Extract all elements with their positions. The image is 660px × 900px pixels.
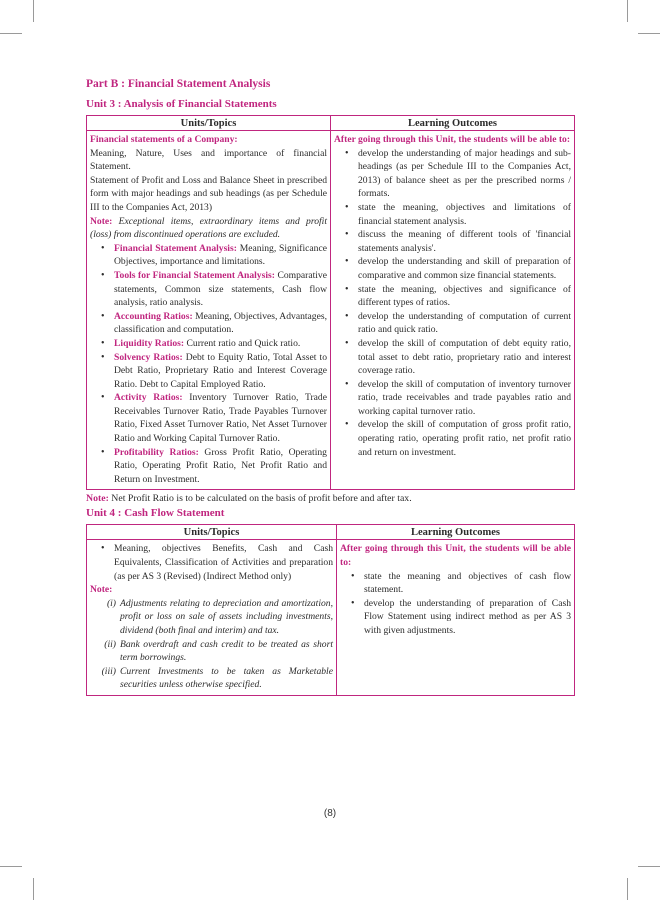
unit3-outcome: [345, 147, 571, 201]
outcome-text: develop the understanding of computation of current ratio and quick ratio.: [358, 310, 571, 336]
bullet-icon: •: [345, 229, 349, 241]
note-number: (i): [106, 597, 116, 609]
topic-text: Gross Profit Ratio, Operating Ratio, Operating Profit Ratio, Net Profit Ratio and Return on Investment.: [114, 446, 327, 485]
bullet-icon: •: [345, 419, 349, 431]
unit3-intro-2: Statement of Profit and Loss and Balance Sheet in prescribed form with major headings and sub headings (as per Schedule III to the Companies Act, 2013): [90, 174, 327, 213]
unit4-note-label: Note:: [90, 584, 113, 596]
unit4-title: Unit 4 : Cash Flow Statement: [86, 507, 225, 520]
bullet-icon: •: [351, 570, 355, 582]
bullet-icon: •: [101, 310, 105, 322]
unit3-outcome: [345, 201, 571, 228]
bullet-icon: •: [351, 597, 355, 609]
note-number: (ii): [104, 638, 116, 650]
outcome-text: develop the skill of computation of gross profit ratio, operating ratio, operating profit ratio, net profit ratio and return on investment.: [358, 419, 571, 458]
outcome-text: develop the skill of computation of debt equity ratio, total asset to debt ratio, proprietary ratio and interest coverage ratio.: [358, 337, 571, 377]
bullet-icon: •: [345, 378, 349, 390]
unit4-col-outcomes: Learning Outcomes: [337, 525, 575, 540]
bullet-icon: •: [101, 242, 105, 254]
net-profit-note: [86, 493, 574, 504]
outcome-text: develop the understanding of major headings and sub-headings (as per Schedule III to the Companies Act, 2013) of balance sheet as per the prescribed norms / formats.: [358, 147, 571, 200]
bullet-icon: •: [345, 337, 349, 349]
unit3-outcome: [345, 228, 571, 255]
topic-text: Debt to Equity Ratio, Total Asset to Debt Ratio, Proprietary Ratio and Interest Coverage Ratio. Debt to Capital Employed Ratio.: [114, 351, 327, 390]
bullet-icon: •: [345, 147, 349, 159]
unit3-body-row: [87, 131, 575, 490]
outcome-text: develop the understanding of preparation of Cash Flow Statement using indirect method as per AS 3 with given adjustments.: [364, 597, 571, 636]
unit3-col-units: Units/Topics: [87, 116, 331, 131]
unit4-outcome: [351, 570, 571, 597]
unit3-note-label: Note:: [90, 215, 113, 227]
bullet-icon: •: [101, 269, 105, 281]
topic-text: Inventory Turnover Ratio, Trade Receivables Turnover Ratio, Trade Payables Turnover Ratio, Fixed Asset Turnover Ratio, Net Asset Turnover Ratio and Working Capital Turnover Ratio.: [114, 392, 327, 445]
unit3-right-heading: After going through this Unit, the students will be able to:: [334, 134, 571, 145]
outcome-text: state the meaning, objectives and significance of different types of ratios.: [358, 283, 571, 309]
bullet-icon: •: [101, 351, 105, 363]
bullet-icon: •: [345, 256, 349, 268]
unit3-topic: [101, 310, 327, 337]
unit3-outcome: [345, 283, 571, 310]
unit3-outcome: [345, 310, 571, 337]
unit4-table: [86, 524, 575, 696]
bullet-icon: •: [101, 543, 105, 555]
unit3-topics-cell: [87, 131, 331, 490]
unit3-outcomes-cell: [331, 131, 575, 490]
unit4-note-item: [90, 638, 333, 665]
note-text: Current Investments to be taken as Marketable securities unless otherwise specified.: [120, 665, 333, 691]
crop-mark-top-right: [627, 0, 628, 22]
unit4-outcomes-cell: [337, 540, 575, 696]
topic-text: Meaning, Significance Objectives, importance and limitations.: [114, 242, 327, 268]
unit4-note-item: [90, 597, 333, 638]
outcome-text: develop the skill of computation of inventory turnover ratio, trade receivables and trade payables ratio and working capital turnover ratio.: [358, 378, 571, 417]
outcome-text: state the meaning and objectives of cash flow statement.: [364, 570, 571, 596]
unit3-outcome: [345, 418, 571, 459]
unit3-intro-1: Meaning, Nature, Uses and importance of financial Statement.: [90, 147, 327, 173]
unit3-outcome: [345, 337, 571, 378]
topic-label: Activity Ratios:: [114, 392, 183, 404]
bullet-icon: •: [101, 446, 105, 458]
bullet-icon: •: [101, 392, 105, 404]
crop-mark-right-bottom: [638, 866, 660, 867]
unit4-right-heading: After going through this Unit, the students will be able to:: [340, 543, 571, 569]
crop-mark-right-top: [638, 33, 660, 34]
net-profit-note-text: Net Profit Ratio is to be calculated on the basis of profit before and after tax.: [108, 493, 412, 505]
topic-label: Financial Statement Analysis:: [114, 242, 237, 254]
topic-text: Meaning, Objectives, Advantages, classification and computation.: [114, 310, 327, 336]
unit3-left-heading: Financial statements of a Company:: [90, 134, 238, 145]
unit3-note-text: Exceptional items, extraordinary items and profit (loss) from discontinued operations are excluded.: [90, 215, 327, 241]
outcome-text: develop the understanding and skill of preparation of comparative and common size financial statements.: [358, 256, 571, 281]
topic-label: Liquidity Ratios:: [114, 337, 185, 349]
topic-text: Meaning, objectives Benefits, Cash and Cash Equivalents, Classification of Activities and preparation (as per AS 3 (Revised) (Indirect Method only): [114, 543, 333, 582]
outcome-text: state the meaning, objectives and limitations of financial statement analysis.: [358, 201, 571, 227]
unit3-col-outcomes: Learning Outcomes: [331, 116, 575, 131]
unit3-title: Unit 3 : Analysis of Financial Statements: [86, 98, 277, 110]
unit3-topic: [101, 351, 327, 392]
topic-label: Tools for Financial Statement Analysis:: [114, 269, 275, 281]
unit4-col-units: Units/Topics: [87, 525, 337, 540]
document-page: [86, 78, 574, 696]
unit4-outcomes-list: [340, 570, 571, 638]
unit3-topic: [101, 337, 327, 351]
note-text: Bank overdraft and cash credit to be treated as short term borrowings.: [120, 638, 333, 664]
unit4-topics-list: [90, 542, 333, 583]
topic-label: Accounting Ratios:: [114, 310, 193, 322]
crop-mark-left-bottom: [0, 866, 22, 867]
unit4-notes-list: [90, 597, 333, 692]
unit4-header-row: [87, 525, 575, 540]
unit3-header-row: [87, 116, 575, 131]
bullet-icon: •: [345, 201, 349, 213]
topic-text: Comparative statements, Common size statements, Cash flow analysis, ratio analysis.: [114, 269, 327, 309]
bullet-icon: •: [345, 310, 349, 322]
unit3-outcome: [345, 378, 571, 419]
note-text: Adjustments relating to depreciation and amortization, profit or loss on sale of assets including investments, dividend (both final and interim) and tax.: [120, 597, 333, 636]
unit3-outcomes-list: [334, 147, 571, 460]
crop-mark-left-top: [0, 33, 22, 34]
unit4-topic: [101, 542, 333, 583]
topic-label: Solvency Ratios:: [114, 351, 183, 363]
unit4-body-row: [87, 540, 575, 696]
net-profit-note-label: Note:: [86, 493, 109, 505]
bullet-icon: •: [345, 283, 349, 295]
unit3-outcome: [345, 255, 571, 282]
topic-text: Current ratio and Quick ratio.: [184, 337, 301, 349]
unit3-topics-list: [90, 242, 327, 487]
unit3-table: [86, 115, 575, 490]
note-number: (iii): [101, 665, 116, 677]
part-title: Part B : Financial Statement Analysis: [86, 78, 271, 90]
unit3-topic: [101, 242, 327, 269]
unit4-topics-cell: [87, 540, 337, 696]
unit4-outcome: [351, 597, 571, 638]
topic-label: Profitability Ratios:: [114, 446, 199, 458]
unit3-topic: [101, 391, 327, 445]
unit3-topic: [101, 269, 327, 310]
crop-mark-bottom-right: [627, 878, 628, 900]
unit3-topic: [101, 446, 327, 487]
crop-mark-bottom-left: [33, 878, 34, 900]
unit3-note: [90, 215, 327, 242]
unit4-note-item: [90, 665, 333, 692]
crop-mark-top-left: [33, 0, 34, 22]
bullet-icon: •: [101, 337, 105, 349]
outcome-text: discuss the meaning of different tools of 'financial statements analysis'.: [358, 229, 571, 254]
page-number: (8): [323, 808, 337, 819]
